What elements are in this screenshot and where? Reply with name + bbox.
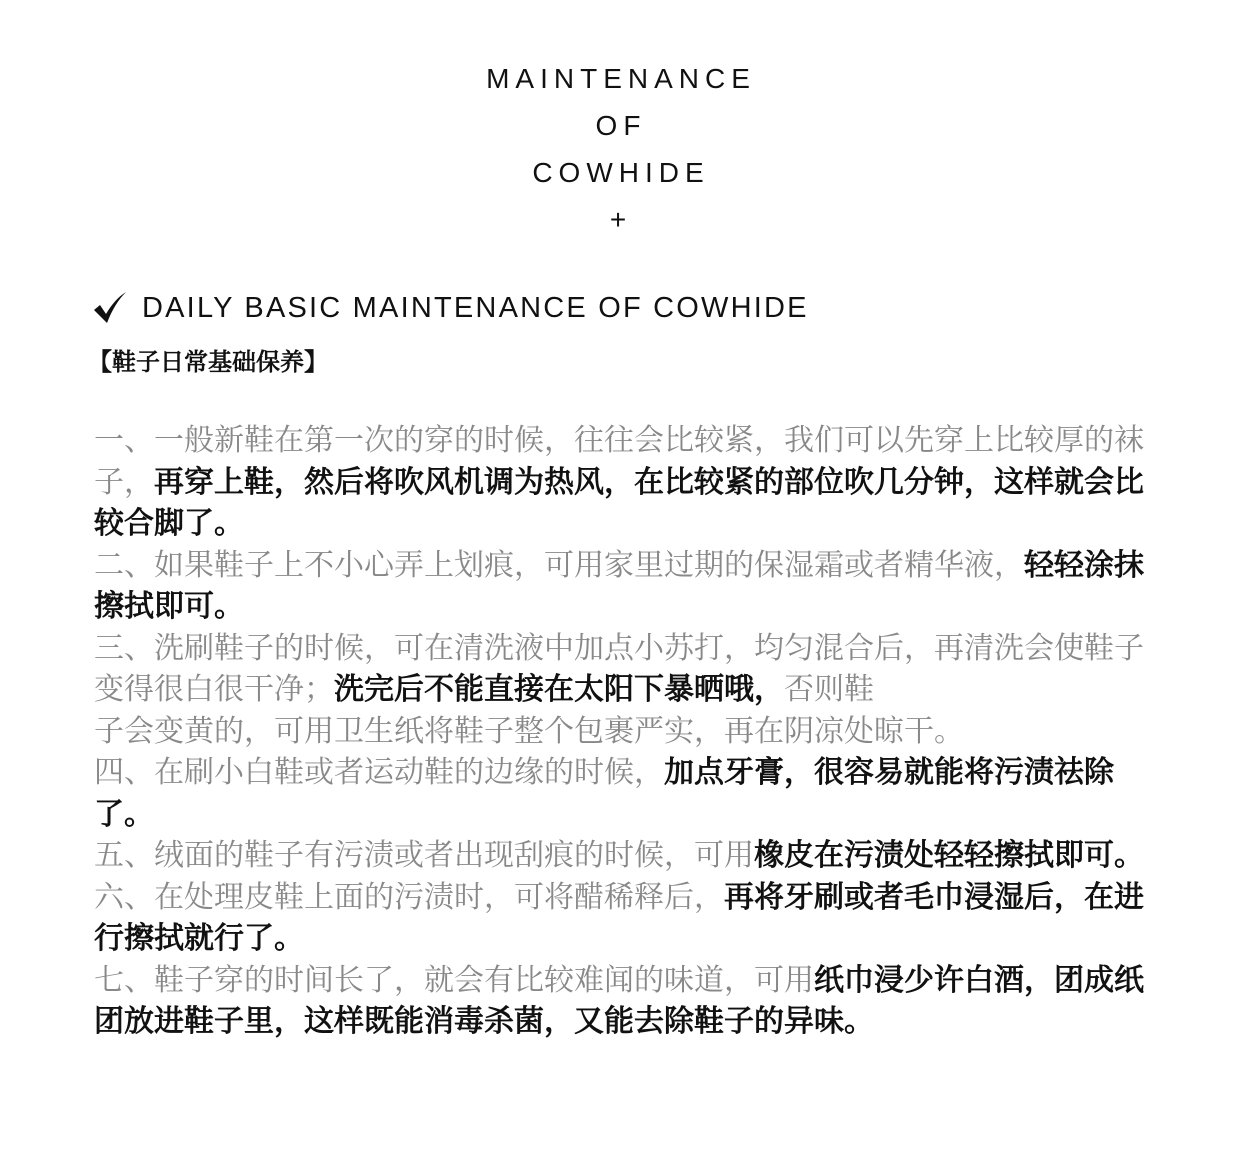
tip-text: 否则鞋 bbox=[784, 672, 874, 707]
tip-paragraph bbox=[94, 420, 1160, 545]
tip-text: 一、一般新鞋在第一次的穿的时候，往往会比较紧，我们可以先穿上比较厚的袜子， bbox=[94, 423, 1144, 500]
tip-emphasis-text: 纸巾浸少许白酒，团成纸团放进鞋子里，这样既能消毒杀菌，又能去除鞋子的异味。 bbox=[94, 962, 1144, 1039]
tip-emphasis-text: 轻轻涂抹擦拭即可。 bbox=[94, 547, 1144, 624]
tip-paragraph bbox=[94, 628, 1160, 753]
tip-text: 四、在刷小白鞋或者运动鞋的边缘的时候， bbox=[94, 755, 664, 790]
tip-emphasis-text: 加点牙膏，很容易就能将污渍祛除了。 bbox=[94, 755, 1114, 832]
title-line: OF bbox=[595, 110, 647, 141]
tip-paragraph bbox=[94, 960, 1160, 1043]
tip-emphasis-text: 橡皮在污渍处轻轻擦拭即可。 bbox=[754, 838, 1144, 873]
section-header bbox=[92, 290, 809, 326]
page-title bbox=[0, 55, 1242, 243]
tip-text: 二、如果鞋子上不小心弄上划痕，可用家里过期的保湿霜或者精华液， bbox=[94, 547, 1024, 583]
tip-text: 七、鞋子穿的时间长了，就会有比较难闻的味道，可用 bbox=[94, 962, 814, 998]
tip-paragraph bbox=[94, 835, 1160, 877]
title-line: COWHIDE bbox=[532, 157, 710, 188]
tip-paragraph bbox=[94, 877, 1160, 960]
title-line: MAINTENANCE bbox=[486, 63, 756, 94]
tip-text: 六、在处理皮鞋上面的污渍时，可将醋稀释后， bbox=[94, 879, 724, 915]
tip-paragraph bbox=[94, 752, 1160, 835]
tip-emphasis-text: 再穿上鞋，然后将吹风机调为热风，在比较紧的部位吹几分钟，这样就会比较合脚了。 bbox=[94, 464, 1144, 541]
tip-text: 五、绒面的鞋子有污渍或者出现刮痕的时候，可用 bbox=[94, 838, 754, 873]
tip-emphasis-text: 再将牙刷或者毛巾浸湿后，在进行擦拭就行了。 bbox=[94, 879, 1144, 956]
tip-paragraph bbox=[94, 545, 1160, 628]
tip-emphasis-text: 洗完后不能直接在太阳下暴晒哦， bbox=[334, 672, 784, 707]
tip-text: 子会变黄的，可用卫生纸将鞋子整个包裹严实，再在阴凉处晾干。 bbox=[94, 713, 964, 749]
section-subtitle: 【鞋子日常基础保养】 bbox=[88, 348, 328, 376]
maintenance-tips bbox=[94, 420, 1160, 1043]
title-plus: + bbox=[609, 204, 633, 235]
checkmark-icon bbox=[92, 290, 128, 326]
tip-text: 三、洗刷鞋子的时候，可在清洗液中加点小苏打，均匀混合后，再清洗会使鞋子变得很白很干净； bbox=[94, 630, 1144, 707]
section-title: DAILY BASIC MAINTENANCE OF COWHIDE bbox=[142, 291, 809, 324]
